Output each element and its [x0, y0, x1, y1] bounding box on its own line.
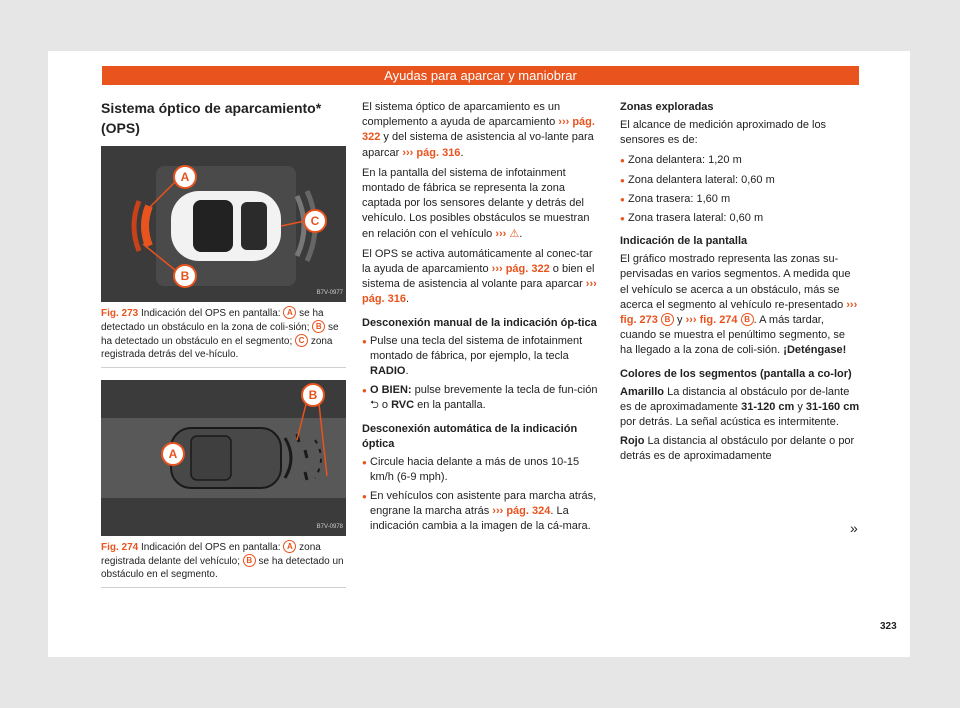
- page-ref-link[interactable]: ››› pág. 316: [402, 146, 461, 159]
- warning-triangle-icon: ⚠: [509, 227, 520, 240]
- car-front-zone-illustration: [101, 380, 346, 536]
- page-ref-link[interactable]: ››› pág. 322: [491, 263, 550, 276]
- warning-ref-link[interactable]: ›››: [495, 227, 507, 240]
- figure-number: Fig. 273: [101, 308, 139, 319]
- figure-273-caption: Fig. 273 Indicación del OPS en pantalla: A se ha detectado un obstáculo en la zona de coli-sión; B se ha detectado un obstáculo en el segmento; C zona registrada detrás del ve-hículo.: [101, 308, 339, 360]
- list-item: ● En vehículos con asistente para marcha atrás, engrane la marcha atrás ››› pág. 324. La indicación cambia a la imagen de la cá-mara.: [362, 489, 600, 535]
- figure-274-caption: Fig. 274 Indicación del OPS en pantalla: A zona registrada delante del vehículo; B se ha detectado un obstáculo en el segmento.: [101, 542, 344, 580]
- continue-mark: »: [850, 520, 858, 536]
- radio-key-label: RADIO: [370, 365, 406, 378]
- figure-code: B7V-0978: [316, 523, 343, 530]
- callout-b-badge: B: [312, 320, 325, 333]
- color-definition-red: Rojo La distancia al obstáculo por delante o por detrás es de aproximadamente: [620, 435, 855, 463]
- figure-273-image: [101, 146, 346, 302]
- figure-274-image: [101, 380, 346, 536]
- callout-c-badge: C: [295, 334, 308, 347]
- svg-text:A: A: [180, 170, 190, 184]
- header-title: Ayudas para aparcar y maniobrar: [384, 68, 577, 83]
- list-item: ● O BIEN: pulse brevemente la tecla de fun-ción ⮌ o RVC en la pantalla.: [362, 383, 600, 413]
- heading-auto-off: Desconexión automática de la indicación óptica: [362, 422, 578, 450]
- page-header: [102, 66, 859, 85]
- callout-b-badge: B: [661, 313, 674, 326]
- paragraph-intro: El sistema óptico de aparcamiento es un complemento a ayuda de aparcamiento ››› pág. 322 y del sistema de asistencia al vo-lante para aparcar ››› pág. 316.: [362, 101, 595, 159]
- callout-b-badge: B: [243, 554, 256, 567]
- callout-a-badge: A: [283, 306, 296, 319]
- list-item: ● Zona delantera: 1,20 m: [620, 153, 860, 168]
- svg-text:B: B: [180, 269, 190, 283]
- svg-text:B: B: [308, 388, 318, 402]
- figure-274: [101, 380, 346, 588]
- paragraph-zones: El alcance de medición aproximado de los sensores es de:: [620, 119, 827, 147]
- paragraph-display: En la pantalla del sistema de infotainment montado de fábrica se representa la zona captada por los sensores delante y detrás del vehículo. Los posibles obstáculos se muestran en relación con el vehículo ››› ⚠.: [362, 166, 590, 240]
- page-ref-link[interactable]: ››› pág. 322: [362, 116, 595, 144]
- page-ref-link[interactable]: ››› pág. 316: [362, 278, 597, 306]
- heading-zones: Zonas exploradas: [620, 101, 714, 113]
- callout-a-badge: A: [283, 540, 296, 553]
- column-right: [620, 100, 860, 469]
- heading-colors: Colores de los segmentos (pantalla a co-lor): [620, 367, 852, 380]
- list-item: ● Zona trasera lateral: 0,60 m: [620, 211, 860, 226]
- park-assist-icon: ⮌: [370, 399, 379, 412]
- column-middle: [362, 100, 600, 539]
- color-definition-yellow: Amarillo La distancia al obstáculo por de-lante es de aproximadamente 31-120 cm y 31-160 cm por detrás. La señal acústica es intermitente.: [620, 385, 860, 429]
- list-item: ● Zona delantera lateral: 0,60 m: [620, 173, 860, 188]
- section-title: Sistema óptico de aparcamiento* (OPS): [101, 100, 322, 136]
- column-left: [101, 98, 346, 588]
- car-top-view-illustration: [101, 146, 346, 302]
- figure-ref-link[interactable]: ››› fig. 273: [620, 298, 858, 327]
- svg-text:C: C: [310, 214, 320, 228]
- list-item: ● Zona trasera: 1,60 m: [620, 192, 860, 207]
- svg-text:A: A: [168, 447, 178, 461]
- figure-ref-link[interactable]: ››› fig. 274: [685, 314, 738, 327]
- figure-code: B7V-0977: [316, 289, 343, 296]
- heading-manual-off: Desconexión manual de la indicación óp-tica: [362, 316, 597, 329]
- figure-number: Fig. 274: [101, 542, 139, 553]
- page-number: 323: [880, 621, 897, 632]
- heading-display: Indicación de la pantalla: [620, 235, 748, 248]
- page-ref-link[interactable]: ››› pág. 324: [492, 505, 551, 518]
- callout-b-badge: B: [741, 313, 754, 326]
- list-item: ● Circule hacia delante a más de unos 10-15 km/h (6-9 mph).: [362, 455, 600, 485]
- paragraph-display-desc: El gráfico mostrado representa las zonas su-pervisadas en varios segmentos. A medida que el vehículo se acerca a un obstáculo, más se acerca el segmento al vehículo re-presentado ››› fig. 273 B y ››› fig. 274 B . A más tardar, cuando se muestra el penúltimo segmento, se ha llegado a la zona de coli-sión. ¡Deténgase!: [620, 253, 858, 357]
- paragraph-activation: El OPS se activa automáticamente al conec-tar la ayuda de aparcamiento ››› pág. 322 o bien el sistema de asistencia al volante para aparcar ››› pág. 316.: [362, 247, 597, 306]
- figure-273: [101, 146, 346, 368]
- list-item: ● Pulse una tecla del sistema de infotainment montado de fábrica, por ejemplo, la tecla RADIO.: [362, 334, 600, 380]
